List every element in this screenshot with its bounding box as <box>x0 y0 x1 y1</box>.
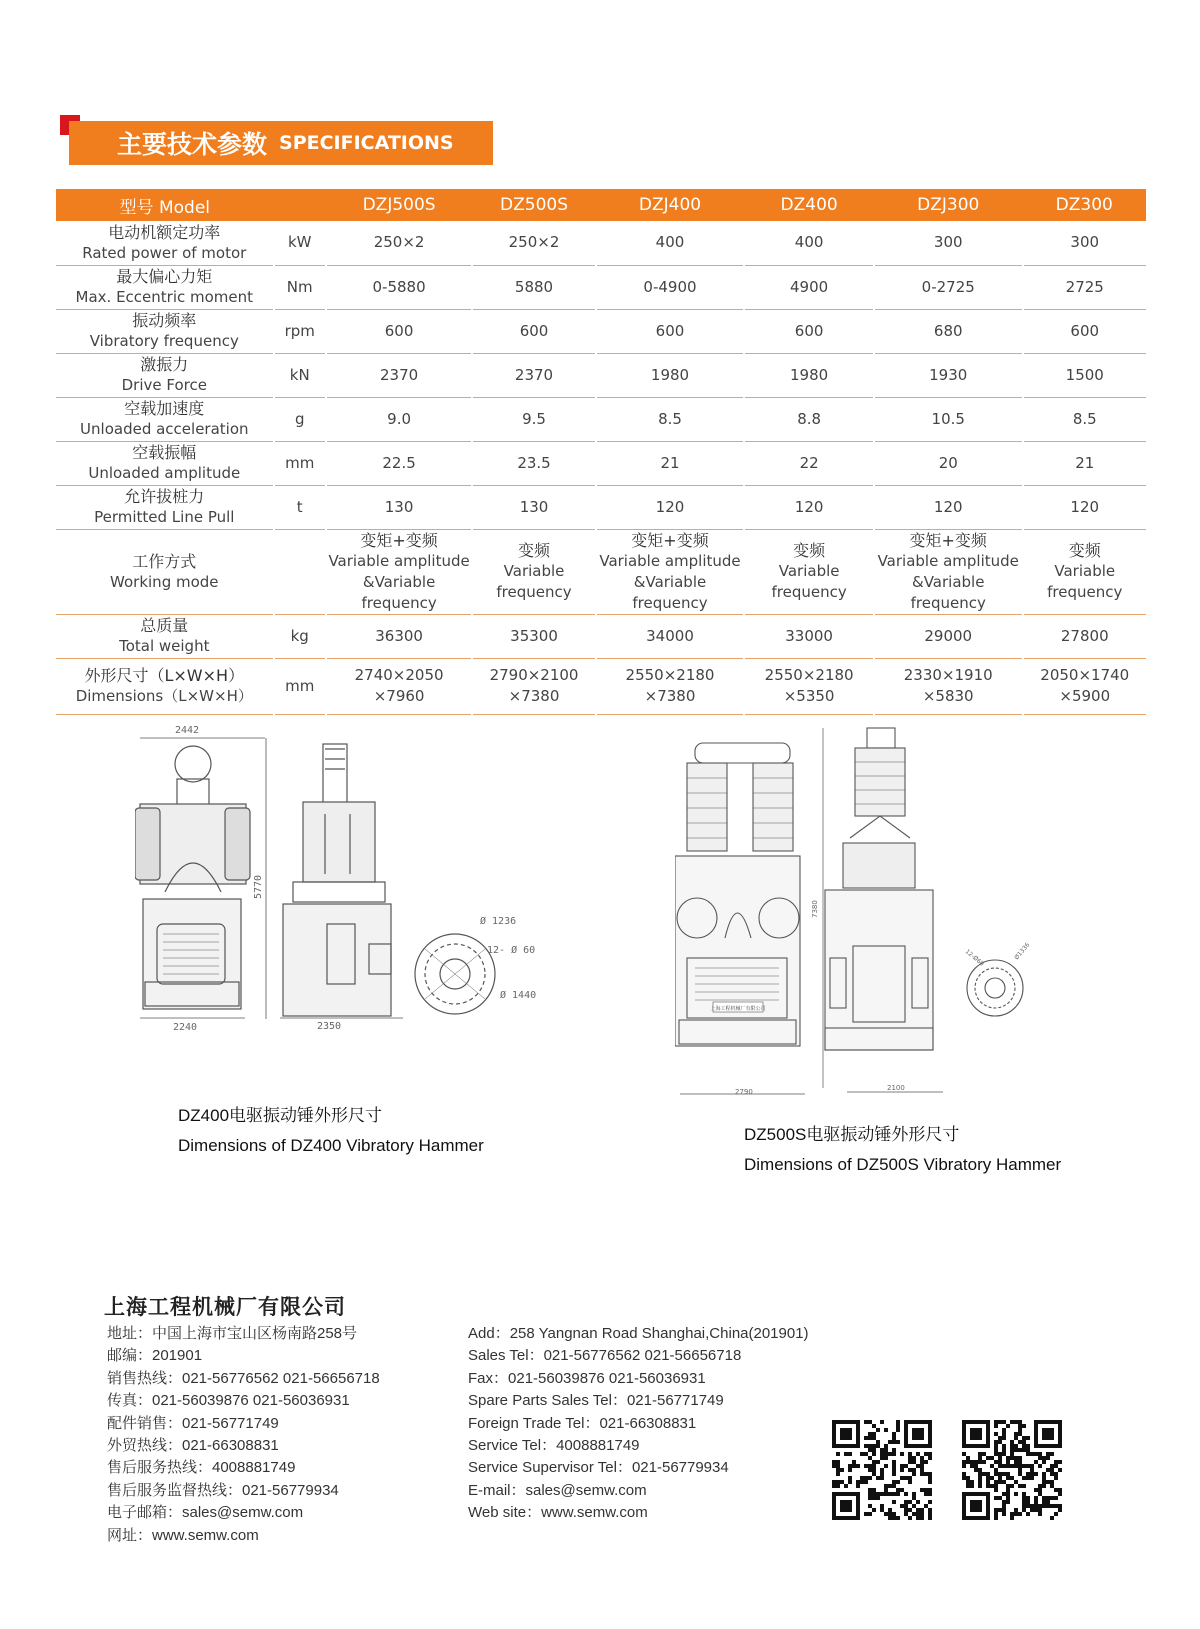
mode-cn: 变频 <box>793 541 826 560</box>
contact-cn <box>107 1323 380 1547</box>
param-name <box>56 353 274 397</box>
side-view <box>283 744 391 1016</box>
dim-line: 2550×2180 <box>764 666 854 684</box>
contact-en-line: Spare Parts Sales Tel：021-56771749 <box>468 1392 724 1410</box>
dim-line: ×7960 <box>373 687 425 705</box>
table-row <box>56 529 1146 614</box>
dz500s-caption <box>744 1120 1061 1180</box>
dim-bottom-right: 2350 <box>317 1021 342 1032</box>
table-cell: 600 <box>744 309 874 353</box>
mode-en: Variable <box>503 562 565 580</box>
table-cell: 9.5 <box>472 397 595 441</box>
param-name-en: Working mode <box>110 572 219 591</box>
dim-bottom-left: 2790 <box>735 1088 753 1096</box>
param-name-en: Unloaded amplitude <box>88 464 241 482</box>
dim-d1: Ø 1236 <box>480 916 517 927</box>
table-row <box>56 397 1146 441</box>
contact-cn-line: 邮编：201901 <box>107 1347 203 1365</box>
table-cell: 22.5 <box>326 441 472 485</box>
table-cell: 21 <box>1023 441 1147 485</box>
param-name <box>56 397 274 441</box>
model-header: DZJ500S <box>326 189 472 221</box>
contact-en-line: Fax：021-56039876 021-56036931 <box>468 1369 706 1387</box>
table-cell <box>744 658 874 714</box>
param-unit: rpm <box>274 309 326 353</box>
param-unit: kN <box>274 353 326 397</box>
dim-d3: Ø 1440 <box>500 990 537 1001</box>
param-unit <box>274 529 326 614</box>
param-name-cn: 空载振幅 <box>132 443 197 462</box>
mode-en: frequency <box>771 583 847 601</box>
param-unit: t <box>274 485 326 529</box>
param-unit: mm <box>274 441 326 485</box>
param-name-en: Unloaded acceleration <box>80 420 249 438</box>
table-cell: 27800 <box>1023 614 1147 658</box>
contact-en-line: Web site：www.semw.com <box>468 1504 648 1522</box>
table-cell: 0-4900 <box>596 265 745 309</box>
param-name-en: Vibratory frequency <box>89 332 239 350</box>
table-cell <box>326 658 472 714</box>
param-name-cn: 振动频率 <box>132 311 197 330</box>
contact-cn-line: 外贸热线：021-66308831 <box>107 1437 279 1455</box>
contact-cn-line: 配件销售：021-56771749 <box>107 1414 279 1432</box>
dim-line: 2550×2180 <box>625 666 715 684</box>
mode-en: Variable amplitude <box>877 551 1019 570</box>
table-cell <box>472 658 595 714</box>
contact-en-line: Add：258 Yangnan Road Shanghai,China(201901) <box>468 1325 809 1342</box>
table-cell <box>472 529 595 614</box>
contact-cn-line: 地址：中国上海市宝山区杨南路258号 <box>107 1325 358 1342</box>
contact-cn-line: 售后服务热线：4008881749 <box>107 1459 296 1477</box>
table-cell: 33000 <box>744 614 874 658</box>
mode-en: &Variable frequency <box>361 572 437 612</box>
table-row <box>56 441 1146 485</box>
table-cell: 0-5880 <box>326 265 472 309</box>
table-cell: 35300 <box>472 614 595 658</box>
table-cell <box>596 529 745 614</box>
base-plate-view <box>415 915 536 1014</box>
front-view <box>135 746 250 1009</box>
table-row <box>56 485 1146 529</box>
dim-line: 2790×2100 <box>489 666 579 684</box>
contact-cn-line: 售后服务监督热线：021-56779934 <box>107 1481 339 1499</box>
param-name <box>56 529 274 614</box>
unit-header <box>274 189 326 221</box>
table-cell <box>1023 658 1147 714</box>
dz500s-caption-cn: DZ500S电驱振动锤外形尺寸 <box>744 1125 960 1144</box>
dim-bottom-left: 2240 <box>173 1022 198 1033</box>
table-cell <box>1023 529 1147 614</box>
table-cell: 23.5 <box>472 441 595 485</box>
contact-cn-line: 销售热线：021-56776562 021-56656718 <box>107 1369 380 1387</box>
table-cell: 130 <box>326 485 472 529</box>
dz400-drawing <box>135 724 580 1044</box>
contact-en-line: Foreign Trade Tel：021-66308831 <box>468 1414 697 1432</box>
table-cell: 1500 <box>1023 353 1147 397</box>
table-cell: 22 <box>744 441 874 485</box>
table-row <box>56 353 1146 397</box>
dim-line: ×7380 <box>508 687 560 705</box>
table-cell: 10.5 <box>874 397 1023 441</box>
param-name-en: Rated power of motor <box>82 243 247 262</box>
param-name-cn: 最大偏心力矩 <box>116 267 213 286</box>
mode-cn: 变矩+变频 <box>360 530 438 550</box>
contact-cn-line: 传真：021-56039876 021-56036931 <box>107 1392 350 1410</box>
param-name-cn: 工作方式 <box>132 551 197 571</box>
table-cell <box>874 658 1023 714</box>
table-cell <box>596 658 745 714</box>
dim-d1: 12-Ø60 <box>963 948 986 968</box>
qr-code-icon[interactable] <box>962 1420 1062 1520</box>
param-unit: kW <box>274 221 326 265</box>
table-cell: 600 <box>596 309 745 353</box>
param-name-en: Dimensions（L×W×H） <box>75 687 253 705</box>
table-cell: 20 <box>874 441 1023 485</box>
table-cell: 8.5 <box>596 397 745 441</box>
param-name <box>56 265 274 309</box>
dim-line: 2050×1740 <box>1040 666 1130 684</box>
mode-cn: 变频 <box>518 541 551 560</box>
dim-line: ×7380 <box>644 687 696 705</box>
contact-en-line: Service Supervisor Tel：021-56779934 <box>468 1459 729 1477</box>
param-name-en: Permitted Line Pull <box>94 508 235 526</box>
company-name: 上海工程机械厂有限公司 <box>104 1295 346 1319</box>
param-name <box>56 441 274 485</box>
contact-en-line: Sales Tel：021-56776562 021-56656718 <box>468 1347 742 1365</box>
dim-d2: Ø1336 <box>1013 941 1032 962</box>
param-name-cn: 电动机额定功率 <box>108 222 221 242</box>
table-cell: 120 <box>744 485 874 529</box>
param-name <box>56 221 274 265</box>
dim-height: 5770 <box>253 874 264 899</box>
param-unit: Nm <box>274 265 326 309</box>
dim-line: 2740×2050 <box>354 666 444 684</box>
mode-en: Variable amplitude <box>328 551 470 570</box>
side-view <box>825 728 933 1050</box>
spec-table <box>56 189 1146 715</box>
table-cell: 1980 <box>596 353 745 397</box>
plate-text: 上海工程机械厂有限公司 <box>710 1006 766 1012</box>
table-cell: 0-2725 <box>874 265 1023 309</box>
table-header-row <box>56 189 1146 221</box>
table-cell <box>744 529 874 614</box>
table-cell: 600 <box>326 309 472 353</box>
dz400-caption-en: Dimensions of DZ400 Vibratory Hammer <box>178 1136 484 1155</box>
param-name-cn: 激振力 <box>140 355 189 374</box>
table-cell: 2370 <box>326 353 472 397</box>
table-row <box>56 658 1146 714</box>
table-cell <box>874 529 1023 614</box>
contact-en-line: Service Tel：4008881749 <box>468 1437 640 1455</box>
table-cell: 120 <box>1023 485 1147 529</box>
table-cell: 34000 <box>596 614 745 658</box>
model-header: DZJ400 <box>596 189 745 221</box>
param-name-en: Total weight <box>119 637 210 655</box>
param-name-cn: 总质量 <box>140 616 189 635</box>
model-header: DZ300 <box>1023 189 1147 221</box>
table-cell: 8.5 <box>1023 397 1147 441</box>
base-plate-view <box>964 941 1032 1016</box>
mode-en: &Variable frequency <box>910 572 986 612</box>
table-cell: 400 <box>596 221 745 265</box>
dz500s-caption-en: Dimensions of DZ500S Vibratory Hammer <box>744 1155 1062 1174</box>
param-name <box>56 614 274 658</box>
contact-cn-line: 网址：www.semw.com <box>107 1526 259 1544</box>
param-name-en: Max. Eccentric moment <box>75 288 254 306</box>
mode-cn: 变矩+变频 <box>909 530 987 550</box>
table-row <box>56 309 1146 353</box>
mode-en: &Variable frequency <box>632 572 708 612</box>
table-cell: 120 <box>874 485 1023 529</box>
table-row <box>56 614 1146 658</box>
model-header: DZ400 <box>744 189 874 221</box>
table-cell: 36300 <box>326 614 472 658</box>
contact-en <box>468 1323 809 1525</box>
table-cell: 2725 <box>1023 265 1147 309</box>
mode-en: frequency <box>1047 583 1123 601</box>
dim-line: ×5350 <box>783 687 835 705</box>
table-row <box>56 221 1146 265</box>
table-cell: 9.0 <box>326 397 472 441</box>
mode-en: Variable <box>1054 562 1116 580</box>
model-header: DZ500S <box>472 189 595 221</box>
table-cell: 400 <box>744 221 874 265</box>
table-cell: 5880 <box>472 265 595 309</box>
table-cell: 300 <box>874 221 1023 265</box>
dim-line: ×5830 <box>922 687 974 705</box>
param-unit: mm <box>274 658 326 714</box>
dim-line: ×5900 <box>1059 687 1111 705</box>
table-cell: 21 <box>596 441 745 485</box>
section-title-cn: 主要技术参数 <box>117 130 268 159</box>
table-row <box>56 265 1146 309</box>
param-name-cn: 外形尺寸（L×W×H） <box>84 666 245 685</box>
param-name <box>56 658 274 714</box>
dim-d2: 12- Ø 60 <box>487 945 536 956</box>
table-cell: 120 <box>596 485 745 529</box>
model-header: DZJ300 <box>874 189 1023 221</box>
table-cell: 130 <box>472 485 595 529</box>
param-name-cn: 空载加速度 <box>124 399 205 418</box>
contact-en-line: E-mail：sales@semw.com <box>468 1481 647 1499</box>
section-title-en: SPECIFICATIONS <box>279 132 454 154</box>
dim-line: 2330×1910 <box>903 666 993 684</box>
table-cell: 680 <box>874 309 1023 353</box>
qr-code-icon[interactable] <box>832 1420 932 1520</box>
table-cell: 29000 <box>874 614 1023 658</box>
mode-en: Variable <box>778 562 840 580</box>
dz500s-drawing <box>675 718 1075 1098</box>
mode-cn: 变矩+变频 <box>631 530 709 550</box>
dz400-caption-cn: DZ400电驱振动锤外形尺寸 <box>178 1106 383 1125</box>
table-cell: 2370 <box>472 353 595 397</box>
table-cell: 600 <box>1023 309 1147 353</box>
model-label: 型号 Model <box>56 189 274 221</box>
table-cell: 300 <box>1023 221 1147 265</box>
param-name <box>56 485 274 529</box>
table-cell: 8.8 <box>744 397 874 441</box>
front-view <box>675 743 800 1046</box>
param-name-cn: 允许拔桩力 <box>124 487 205 506</box>
dim-top: 2442 <box>175 725 200 736</box>
mode-cn: 变频 <box>1068 541 1101 560</box>
param-unit: g <box>274 397 326 441</box>
param-name <box>56 309 274 353</box>
mode-en: Variable amplitude <box>599 551 741 570</box>
mode-en: frequency <box>496 583 572 601</box>
contact-cn-line: 电子邮箱：sales@semw.com <box>107 1504 304 1522</box>
param-name-en: Drive Force <box>121 376 207 394</box>
table-cell: 250×2 <box>326 221 472 265</box>
table-cell: 250×2 <box>472 221 595 265</box>
dz400-caption <box>178 1101 484 1161</box>
table-cell: 600 <box>472 309 595 353</box>
section-header <box>69 121 493 165</box>
table-cell: 1980 <box>744 353 874 397</box>
table-cell: 1930 <box>874 353 1023 397</box>
dim-bottom-right: 2100 <box>887 1084 905 1092</box>
param-unit: kg <box>274 614 326 658</box>
table-cell: 4900 <box>744 265 874 309</box>
dim-height: 7380 <box>811 900 819 918</box>
table-cell <box>326 529 472 614</box>
